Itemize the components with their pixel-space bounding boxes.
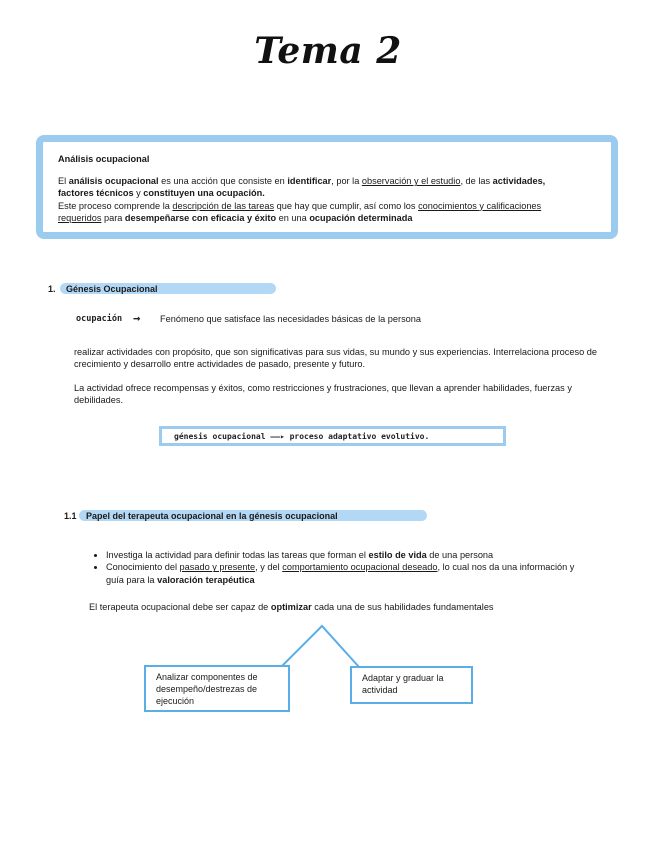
definition-line-1: El análisis ocupacional es una acción que consiste en identificar, por la observación y el estudio, de las actividades, [58, 176, 546, 187]
connector-line [281, 626, 359, 667]
handwritten-ocupacion: ocupación [76, 314, 123, 324]
arrow-icon: → [133, 311, 141, 325]
definition-heading: Análisis ocupacional [58, 154, 150, 164]
section-1-1-number: 1.1 [64, 511, 77, 521]
box-adaptar-actividad: Adaptar y graduar la actividad [350, 666, 473, 704]
handwritten-note: génesis ocupacional ——▸ proceso adaptativo evolutivo. [174, 432, 430, 441]
ocupacion-definition: Fenómeno que satisface las necesidades básicas de la persona [160, 314, 421, 324]
section-1-title: Génesis Ocupacional [66, 284, 158, 294]
list-item: • Investiga la actividad para definir todas las tareas que forman el estilo de vida de una persona [106, 549, 586, 561]
page-title: Tema 2 [254, 30, 402, 72]
section-1-number: 1. [48, 284, 56, 294]
box-analizar-componentes: Analizar componentes de desempeño/destrezas de ejecución [144, 665, 290, 712]
definition-line-3: Este proceso comprende la descripción de las tareas que hay que cumplir, así como los conocimientos y calificaciones [58, 200, 542, 211]
definition-line-4: requeridos para desempeñarse con eficacia y éxito en una ocupación determinada [58, 212, 413, 223]
section-1-1-paragraph: El terapeuta ocupacional debe ser capaz de optimizar cada una de sus habilidades fundamentales [89, 602, 494, 612]
definition-line-2: factores técnicos y constituyen una ocupación. [58, 188, 265, 199]
section-1-paragraph-1: realizar actividades con propósito, que son significativas para sus vidas, su mundo y sus experiencias. Interrelaciona proceso de crecimiento y desarrollo entre actividades de pasado, presente y futuro. [74, 347, 597, 370]
section-1-1-title: Papel del terapeuta ocupacional en la génesis ocupacional [86, 511, 338, 521]
list-item: • Conocimiento del pasado y presente, y del comportamiento ocupacional deseado, lo cual nos da una información y guía para la valoración terapéutica [106, 561, 586, 586]
section-1-paragraph-2: La actividad ofrece recompensas y éxitos, como restricciones y frustraciones, que llevan a aprender habilidades, fuerzas y debilidades. [74, 383, 572, 406]
